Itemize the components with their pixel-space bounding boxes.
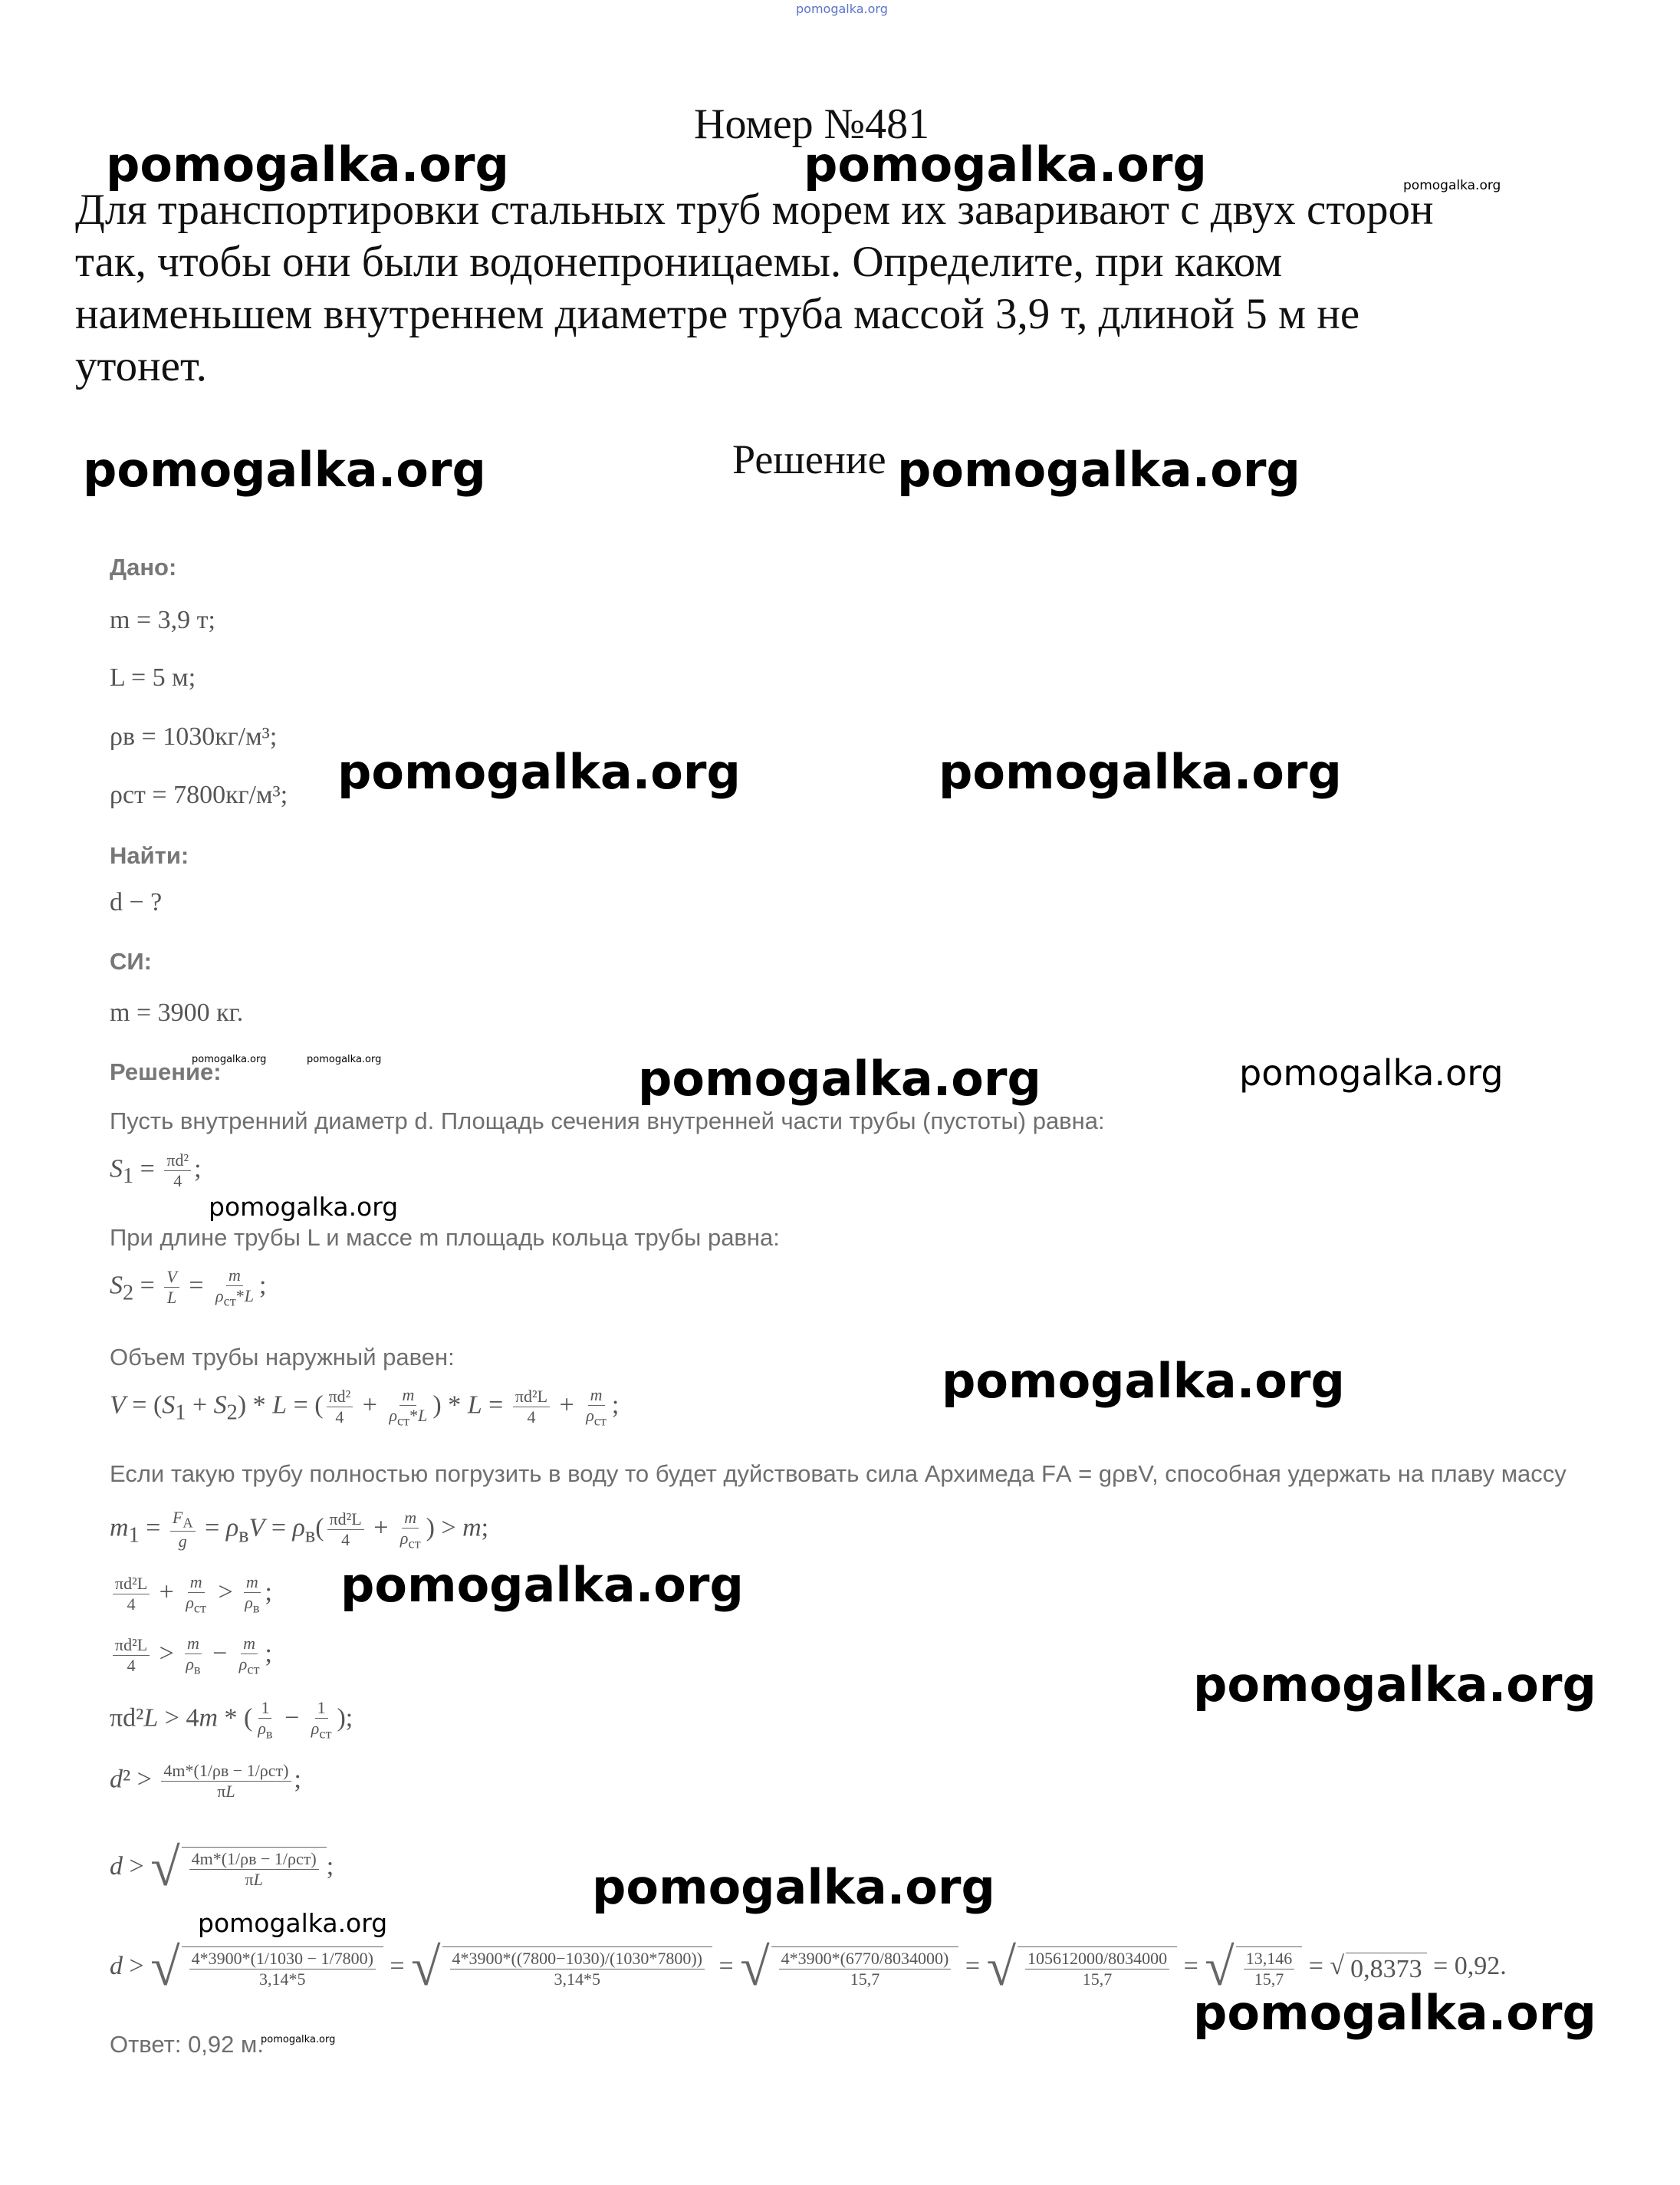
task-line: Для транспортировки стальных труб морем их заваривают с двух сторон xyxy=(75,186,1434,234)
watermark: pomogalka.org xyxy=(942,1353,1345,1409)
solution-text-3: Объем трубы наружный равен: xyxy=(110,1344,455,1371)
given-length: L = 5 м; xyxy=(110,663,196,692)
top-watermark: pomogalka.org xyxy=(796,2,888,16)
formula-d-squared: d² > $\frac{\text{4m*(1/ρв − 1/ρст)}}{\pi L}$ ; xyxy=(110,1761,301,1801)
watermark: pomogalka.org xyxy=(897,442,1300,498)
given-steel-density: ρст = 7800кг/м³; xyxy=(110,781,288,809)
watermark: pomogalka.org xyxy=(340,1557,744,1613)
find-label: Найти: xyxy=(110,842,189,869)
formula-m1: $m_1$ = $\frac{F_A}{g}$ = $\rho_вV = \rho_в$( $\frac{\text{πd²L}}{4}$ + $\frac{m}{\rho_{ст}}$ ) > m; xyxy=(110,1508,489,1552)
page-title: Номер №481 xyxy=(694,100,930,148)
formula-ineq-2: $\frac{\text{πd²L}}{4}$ > $\frac{m}{\rho_в}$ − $\frac{m}{\rho_{ст}}$ ; xyxy=(110,1634,272,1677)
answer: Ответ: 0,92 м. xyxy=(110,2031,264,2058)
task-statement xyxy=(75,184,1555,393)
si-value: m = 3900 кг. xyxy=(110,999,244,1027)
formula-s1: $S_1$ = $\frac{\text{πd²}}{4}$ ; xyxy=(110,1150,202,1190)
watermark: pomogalka.org xyxy=(1193,1985,1596,2041)
watermark: pomogalka.org xyxy=(106,137,509,193)
watermark: pomogalka.org xyxy=(337,744,741,800)
task-line: так, чтобы они были водонепроницаемы. Определите, при каком xyxy=(75,238,1283,286)
watermark: pomogalka.org xyxy=(592,1859,995,1915)
task-line: наименьшем внутреннем диаметре труба массой 3,9 т, длиной 5 м не xyxy=(75,290,1360,338)
solution-heading: Решение xyxy=(732,436,886,482)
formula-volume: $V = (S_1 + S_2) * L$ = ( $\frac{\text{πd²}}{4}$ + $\frac{m}{\rho_{ст}*L}$ ) * L = $\frac{\text{πd²L}}{4}$ + $\frac{m}{\rho_{ст}}$ ; xyxy=(110,1385,620,1429)
given-water-density: ρв = 1030кг/м³; xyxy=(110,722,278,751)
si-label: СИ: xyxy=(110,948,152,975)
watermark: pomogalka.org xyxy=(1403,178,1501,193)
task-line: утонет. xyxy=(75,342,207,390)
solution-label: Решение: xyxy=(110,1058,222,1085)
formula-ineq-1: $\frac{\text{πd²L}}{4}$ + $\frac{m}{\rho_{ст}}$ > $\frac{m}{\rho_в}$ ; xyxy=(110,1572,272,1616)
formula-s2: $S_2$ = $\frac{V}{L}$ = $\frac{m}{\rho_{ст}*L}$ ; xyxy=(110,1265,267,1309)
find-value: d − ? xyxy=(110,888,163,916)
watermark: pomogalka.org xyxy=(804,137,1207,193)
formula-d: d > √ $\frac{\text{4m*(1/ρв − 1/ρст)}}{\pi L}$ ; xyxy=(110,1838,334,1897)
solution-text-2: При длине трубы L и массе m площадь кольца трубы равна: xyxy=(110,1224,780,1251)
watermark: pomogalka.org xyxy=(261,2034,336,2045)
solution-text-1: Пусть внутренний диаметр d. Площадь сечения внутренней части трубы (пустоты) равна: xyxy=(110,1107,1105,1134)
watermark: pomogalka.org xyxy=(939,744,1342,800)
formula-numeric: d > √ $\frac{4*3900*(1/1030 - 1/7800)}{3,14*5}$ = √ $\frac{4*3900*((7800-1030)/(1030*7800))}{3,14*5}$ = √ $\frac{4*3900*(6770/8034000)}{15,7}$ = √ $\frac{105612000/8034000}{15,7}$ = √ $\frac{13,146}{15,7}$ = √ 0,8373 = 0,92. xyxy=(110,1938,1507,1997)
watermark: pomogalka.org xyxy=(1193,1657,1596,1713)
watermark: pomogalka.org xyxy=(307,1054,382,1065)
solution-text-4: Если такую трубу полностью погрузить в воду то будет дуйствовать сила Архимеда FА = gρвV, способная удержать на плаву массу xyxy=(110,1460,1567,1487)
given-label: Дано: xyxy=(110,554,177,581)
watermark: pomogalka.org xyxy=(192,1054,267,1065)
watermark: pomogalka.org xyxy=(209,1192,399,1222)
watermark: pomogalka.org xyxy=(638,1051,1041,1107)
watermark: pomogalka.org xyxy=(83,442,486,498)
formula-ineq-3: πd²L > 4m * ( $\frac{1}{\rho_в}$ − $\frac{1}{\rho_{ст}}$ ); xyxy=(110,1698,353,1742)
given-mass: m = 3,9 т; xyxy=(110,606,215,634)
watermark: pomogalka.org xyxy=(1239,1052,1504,1094)
watermark: pomogalka.org xyxy=(198,1908,388,1938)
